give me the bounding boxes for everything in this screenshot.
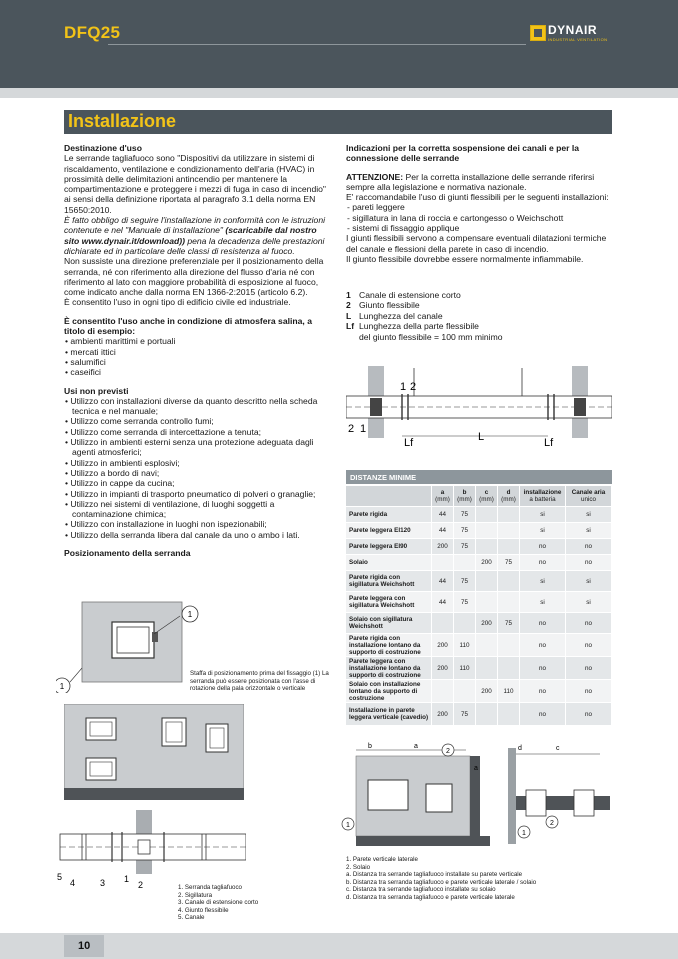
part-number-label: 5 bbox=[57, 872, 63, 882]
table-cell: si bbox=[520, 592, 566, 612]
giunti-paragraph: I giunti flessibili servono a compensare eventuali dilatazioni termiche del canale e flessioni della parete in caso di incendio. bbox=[346, 233, 607, 254]
table-row bbox=[346, 507, 612, 522]
table-cell: 110 bbox=[454, 657, 476, 679]
table-cell bbox=[498, 634, 520, 656]
brand-logo bbox=[530, 25, 620, 45]
table-cell: 75 bbox=[454, 539, 476, 554]
table-row-label: Parete leggera con sigillatura Weichshott bbox=[346, 592, 432, 612]
callout-number: 1 bbox=[187, 610, 193, 619]
table-row-label: Solaio bbox=[346, 555, 432, 570]
table-cell: 44 bbox=[432, 592, 454, 612]
section-title-bar bbox=[64, 110, 612, 134]
dimension-letter: a bbox=[474, 765, 478, 772]
salina-title: È consentito l'uso anche in condizione di atmosfera salina, a titolo di esempio: bbox=[64, 315, 312, 337]
table-cell: no bbox=[566, 703, 612, 725]
table-cell: 75 bbox=[454, 523, 476, 538]
figure-duct-suspension bbox=[346, 364, 612, 454]
duct-label-2: 2 bbox=[410, 381, 417, 393]
figure-duct-assembly bbox=[52, 800, 246, 890]
table-title: DISTANZE MINIME bbox=[350, 473, 417, 482]
callout-number: 1 bbox=[59, 682, 65, 691]
damper-icon bbox=[370, 398, 382, 416]
legend-line: a. Distanza tra serrande tagliafuoco installate su parete verticale bbox=[346, 871, 523, 879]
table-row-label: Parete rigida bbox=[346, 507, 432, 522]
table-row bbox=[346, 680, 612, 702]
column-unit: (mm) bbox=[457, 496, 472, 503]
table-row bbox=[346, 634, 612, 656]
table-cell bbox=[498, 592, 520, 612]
table-cell: no bbox=[520, 634, 566, 656]
table-cell: si bbox=[566, 571, 612, 591]
legend-line: Lf Lunghezza della parte flessibile bbox=[346, 321, 479, 332]
table-cell bbox=[432, 555, 454, 570]
legend-line: 4. Giunto flessibile bbox=[178, 906, 229, 914]
table-cell: 110 bbox=[454, 634, 476, 656]
table-cell bbox=[432, 680, 454, 702]
list-item: • Utilizzo come serranda di intercettazione a tenuta; bbox=[64, 427, 334, 437]
table-cell bbox=[498, 657, 520, 679]
damper-icon bbox=[138, 840, 150, 854]
table-row bbox=[346, 486, 612, 506]
column-name: b bbox=[462, 489, 467, 496]
duct-label-1: 1 bbox=[360, 423, 367, 435]
list-item: • Utilizzo in cappe da cucina; bbox=[64, 478, 334, 488]
table-cell: no bbox=[566, 634, 612, 656]
table-row bbox=[346, 613, 612, 633]
dimension-letter: c bbox=[556, 745, 560, 752]
list-item: • Utilizzo con installazione in luoghi non ispezionabili; bbox=[64, 519, 334, 529]
posizionamento-title: Posizionamento della serranda bbox=[64, 547, 191, 558]
table-cell: 200 bbox=[432, 657, 454, 679]
table-cell: no bbox=[566, 657, 612, 679]
list-item: • Utilizzo a bordo di navi; bbox=[64, 468, 334, 478]
list-item: • salumifici bbox=[64, 357, 334, 367]
duct-label-l: L bbox=[478, 431, 485, 443]
table-cell bbox=[476, 592, 498, 612]
table-cell: 75 bbox=[498, 555, 520, 570]
slab-section bbox=[510, 796, 610, 810]
table-cell: 200 bbox=[432, 634, 454, 656]
figure-damper-orientations bbox=[64, 704, 244, 800]
table-cell: 200 bbox=[432, 539, 454, 554]
damper-frame-icon bbox=[112, 622, 154, 658]
salina-list bbox=[64, 336, 334, 377]
table-row bbox=[346, 555, 612, 570]
callout-number: 1 bbox=[522, 830, 526, 837]
table-cell: no bbox=[520, 657, 566, 679]
list-item: • Utilizzo nei sistemi di ventilazione, di luoghi soggetti a contaminazione chimica; bbox=[64, 499, 334, 520]
callout-number: 1 bbox=[346, 822, 350, 829]
table-row bbox=[346, 592, 612, 612]
page-header bbox=[0, 0, 678, 88]
duct-label-lf: Lf bbox=[544, 437, 554, 449]
dimension-letter: b bbox=[368, 743, 372, 750]
table-header-cell bbox=[432, 486, 454, 506]
table-row bbox=[346, 703, 612, 725]
table-header-cell bbox=[498, 486, 520, 506]
damper-icon bbox=[526, 790, 546, 816]
page-number-box bbox=[64, 935, 104, 957]
floor-slab bbox=[64, 788, 244, 800]
table-row bbox=[346, 657, 612, 679]
table-row-label: Parete leggera con installazione lontano da supporto di costruzione bbox=[346, 657, 432, 679]
damper-icon bbox=[86, 758, 116, 780]
figure-duct-legend bbox=[178, 884, 328, 922]
table-cell bbox=[498, 539, 520, 554]
table-cell: si bbox=[520, 507, 566, 522]
logo-mark-icon bbox=[530, 25, 546, 41]
table-cell: no bbox=[520, 703, 566, 725]
duct-legend bbox=[346, 290, 616, 342]
figure-distances-legend bbox=[346, 856, 612, 902]
legend-line: 2. Solaio bbox=[346, 863, 371, 871]
column-name: Canale aria bbox=[571, 489, 606, 496]
table-row-label: Parete leggera EI90 bbox=[346, 539, 432, 554]
destinazione-paragraph-2: È fatto obbligo di seguire l'installazione in conformità con le istruzioni contenute e nel "Manuale di installazione" (scaricabile dal nostro sito www.dynair.it/download)) pena la decadenza delle prestazioni dichiarate ed in particolare delle classi di resistenza al fuoco. bbox=[64, 215, 326, 256]
column-unit: unico bbox=[580, 496, 597, 503]
table-header-cell bbox=[566, 486, 612, 506]
table-cell bbox=[476, 657, 498, 679]
table-row-label: Parete rigida con sigillatura Weichshott bbox=[346, 571, 432, 591]
giunti-list bbox=[346, 202, 616, 233]
list-item: - pareti leggere bbox=[346, 202, 616, 212]
table-cell: si bbox=[566, 507, 612, 522]
list-item: • Utilizzo con installazioni diverse da quanto descritto nella scheda tecnica e nel manuale; bbox=[64, 396, 334, 417]
dimension-letter: a bbox=[414, 743, 418, 750]
table-cell: no bbox=[520, 555, 566, 570]
table-cell bbox=[498, 507, 520, 522]
table-cell: 44 bbox=[432, 507, 454, 522]
product-code: DFQ25 bbox=[64, 23, 121, 42]
list-item: • mercati ittici bbox=[64, 347, 334, 357]
figure-positioning-caption: Staffa di posizionamento prima del fissaggio (1) La serranda può essere posizionata con l'asse di rotazione della pala orizzontale o verticale bbox=[190, 670, 329, 693]
legend-line: 3. Canale di estensione corto bbox=[178, 899, 259, 907]
non-previsti-list bbox=[64, 396, 334, 540]
legend-line: del giunto flessibile = 100 mm minimo bbox=[359, 331, 503, 342]
table-cell: 44 bbox=[432, 571, 454, 591]
damper-icon bbox=[426, 784, 452, 812]
table-header-cell bbox=[520, 486, 566, 506]
table-row-label: Solaio con installazione lontano da supporto di costruzione bbox=[346, 680, 432, 702]
table-cell: 44 bbox=[432, 523, 454, 538]
giunti-intro: E' raccomandabile l'uso di giunti flessibili per le seguenti installazioni: bbox=[346, 192, 609, 203]
side-wall bbox=[508, 748, 516, 844]
table-row-label: Installazione in parete leggera verticale (cavedio) bbox=[346, 703, 432, 725]
duct-label-lf: Lf bbox=[404, 437, 414, 449]
part-number-label: 4 bbox=[70, 878, 76, 888]
table-header-cell bbox=[476, 486, 498, 506]
column-unit: (mm) bbox=[435, 496, 450, 503]
part-number-label: 1 bbox=[124, 874, 130, 884]
damper-icon bbox=[574, 398, 586, 416]
table-cell: no bbox=[520, 539, 566, 554]
header-rule bbox=[108, 44, 526, 45]
table-cell bbox=[476, 571, 498, 591]
table-row-label: Parete leggera EI120 bbox=[346, 523, 432, 538]
figure-minimum-distances bbox=[340, 740, 612, 850]
legend-line: 2. Sigillatura bbox=[178, 891, 213, 899]
damper-icon bbox=[86, 718, 116, 740]
table-cell: no bbox=[566, 680, 612, 702]
legend-line: 1. Serranda tagliafuoco bbox=[178, 884, 242, 891]
giunto-infiammabile: Il giunto flessibile dovrebbe essere normalmente infiammabile. bbox=[346, 253, 584, 264]
list-item: • ambienti marittimi e portuali bbox=[64, 336, 334, 346]
column-unit: (mm) bbox=[501, 496, 516, 503]
table-cell: no bbox=[566, 613, 612, 633]
callout-number: 2 bbox=[446, 748, 450, 755]
table-cell: 200 bbox=[476, 555, 498, 570]
legend-line: L Lunghezza del canale bbox=[346, 310, 443, 321]
list-item: • Utilizzo in ambienti esplosivi; bbox=[64, 458, 334, 468]
table-cell: 110 bbox=[498, 680, 520, 702]
destinazione-paragraph-3: Non sussiste una direzione preferenziale per il posizionamento della serranda, né con riferimento alla direzione del flusso d'aria né con riferimento al lato con maggiore probabilità di esposizione al fuoco, come indicato anche dalla norma EN 1366-2:2015 (articolo 6.2). bbox=[64, 256, 324, 298]
table-cell bbox=[454, 555, 476, 570]
list-item: • Utilizzo in ambienti esterni senza una protezione adeguata dagli agenti atmosferici; bbox=[64, 437, 334, 458]
table-cell: si bbox=[520, 523, 566, 538]
attenzione-paragraph: ATTENZIONE: Per la corretta installazione delle serrande riferirsi sempre alla legislazione e normativa nazionale. bbox=[346, 171, 595, 192]
legend-line: 2 Giunto flessibile bbox=[346, 300, 420, 311]
section-title: Installazione bbox=[68, 111, 177, 131]
right-column bbox=[346, 143, 616, 264]
table-cell bbox=[476, 539, 498, 554]
table-cell: si bbox=[566, 592, 612, 612]
table-row-label: Parete rigida con installazione lontano da supporto di costruzione bbox=[346, 634, 432, 656]
dimension-letter: d bbox=[518, 745, 522, 752]
table-row bbox=[346, 571, 612, 591]
table-cell bbox=[498, 703, 520, 725]
list-item: • caseifici bbox=[64, 367, 334, 377]
table-cell: no bbox=[566, 539, 612, 554]
table-cell: no bbox=[566, 555, 612, 570]
table-cell bbox=[476, 523, 498, 538]
list-item: • Utilizzo in impianti di trasporto pneumatico di polveri o granaglie; bbox=[64, 489, 334, 499]
brand-name: DYNAIR bbox=[548, 23, 598, 37]
table-row bbox=[346, 539, 612, 554]
column-name: a bbox=[440, 489, 445, 496]
legend-line: b. Distanza tra serranda tagliafuoco e parete verticale laterale / solaio bbox=[346, 878, 537, 886]
table-cell: 75 bbox=[454, 507, 476, 522]
non-previsti-title: Usi non previsti bbox=[64, 385, 129, 396]
table-cell bbox=[476, 703, 498, 725]
table-title-bar bbox=[346, 470, 612, 484]
indicazioni-title: Indicazioni per la corretta sospensione dei canali e per la connessione delle serrande bbox=[346, 143, 580, 164]
table-row-label: Solaio con sigillatura Weichshott bbox=[346, 613, 432, 633]
column-name: installazione bbox=[523, 489, 562, 496]
page-number: 10 bbox=[78, 940, 91, 952]
table-cell: 200 bbox=[432, 703, 454, 725]
table-cell: 75 bbox=[498, 613, 520, 633]
destinazione-paragraph-4: È consentito l'uso in ogni tipo di edificio civile ed industriale. bbox=[64, 297, 291, 308]
duct-label-1: 1 bbox=[400, 381, 407, 393]
table-cell bbox=[454, 680, 476, 702]
table-cell: no bbox=[520, 680, 566, 702]
table-cell: si bbox=[566, 523, 612, 538]
list-item: - sistemi di fissaggio applique bbox=[346, 223, 616, 233]
table-cell bbox=[454, 613, 476, 633]
table-header-cell bbox=[346, 486, 432, 506]
duct-label-2: 2 bbox=[348, 423, 355, 435]
list-item: - sigillatura in lana di roccia e cartongesso o Weichschott bbox=[346, 213, 616, 223]
damper-icon bbox=[574, 790, 594, 816]
table-cell: si bbox=[520, 571, 566, 591]
legend-line: d. Distanza tra serranda tagliafuoco e parete verticale laterale bbox=[346, 893, 515, 901]
floor-slab bbox=[356, 836, 490, 846]
column-name: d bbox=[506, 489, 511, 496]
table-cell bbox=[498, 523, 520, 538]
legend-line: c. Distanza tra serrande tagliafuoco installate su solaio bbox=[346, 886, 496, 894]
list-item: • Utilizzo come serranda controllo fumi; bbox=[64, 416, 334, 426]
table-cell bbox=[498, 571, 520, 591]
table-cell bbox=[432, 613, 454, 633]
destinazione-title: Destinazione d'uso bbox=[64, 143, 142, 153]
table-cell bbox=[476, 507, 498, 522]
table-cell: no bbox=[520, 613, 566, 633]
column-unit: (mm) bbox=[479, 496, 494, 503]
table-cell: 200 bbox=[476, 613, 498, 633]
table-header-cell bbox=[454, 486, 476, 506]
part-number-label: 3 bbox=[100, 878, 106, 888]
table-cell: 75 bbox=[454, 592, 476, 612]
legend-line: 1 Canale di estensione corto bbox=[346, 290, 461, 300]
brand-tagline: INDUSTRIAL VENTILATION bbox=[548, 37, 608, 42]
legend-line: 1. Parete verticale laterale bbox=[346, 856, 418, 863]
legend-line: 5. Canale bbox=[178, 914, 205, 922]
table-cell: 75 bbox=[454, 703, 476, 725]
column-unit: a batteria bbox=[529, 496, 556, 503]
destinazione-paragraph-1: Le serrande tagliafuoco sono "Dispositivi da utilizzare in sistemi di riscaldamento, ventilazione e condizionamento dell'aria (HVAC) in prossimità delle delimitazioni antincendio per mantenere la compartimentazione e proteggere i mezzi di fuga in caso di incendio" ai sensi della definizione riportata al paragrafo 3.1 della norma EN 15650:2010. bbox=[64, 153, 326, 215]
list-item: • Utilizzo della serranda libera dal canale da uno o ambo i lati. bbox=[64, 530, 334, 540]
table-cell: 75 bbox=[454, 571, 476, 591]
column-name: c bbox=[484, 489, 489, 496]
table-cell bbox=[476, 634, 498, 656]
damper-icon bbox=[368, 780, 408, 810]
table-row bbox=[346, 523, 612, 538]
callout-number: 2 bbox=[550, 820, 554, 827]
table-cell: 200 bbox=[476, 680, 498, 702]
header-band bbox=[0, 88, 678, 98]
part-number-label: 2 bbox=[138, 880, 144, 890]
left-column bbox=[64, 143, 334, 558]
